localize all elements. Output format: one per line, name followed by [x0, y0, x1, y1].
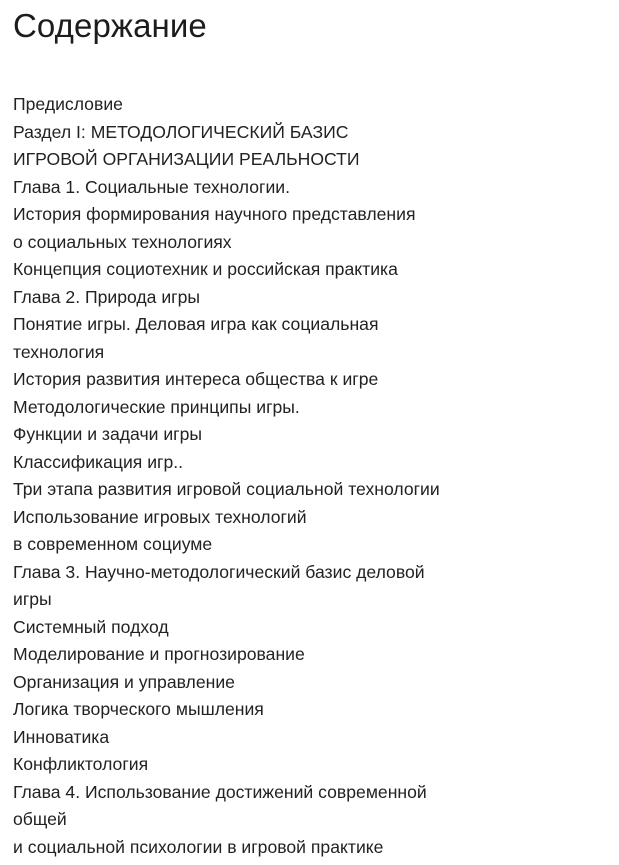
toc-line: Системный подход	[13, 616, 169, 637]
page-title: Содержание	[13, 7, 207, 44]
toc-line: Методологические принципы игры.	[13, 396, 300, 417]
toc-line: Глава 3. Научно-методологический базис деловой	[13, 561, 425, 582]
toc-line: технология	[13, 341, 105, 362]
toc-line: История развития интереса общества к игре	[13, 369, 379, 389]
toc-line: Инноватика	[13, 726, 110, 747]
toc-line: Глава 4. Использование достижений современной	[13, 781, 427, 802]
toc-line: Организация и управление	[13, 671, 235, 692]
toc-line: общей	[13, 809, 67, 829]
toc-line: Раздел I: МЕТОДОЛОГИЧЕСКИЙ БАЗИС	[13, 121, 349, 142]
toc-line: Концепция социотехник и российская практика	[13, 259, 398, 279]
toc-line: Использование игровых технологий	[13, 506, 307, 527]
toc-line: Глава 1. Социальные технологии.	[13, 176, 290, 197]
toc-line: в современном социуме	[13, 534, 213, 554]
toc-line: Конфликтология	[13, 754, 149, 774]
toc-line: Классификация игр..	[13, 451, 184, 472]
table-of-contents	[13, 91, 608, 861]
toc-line: и социальной психологии в игровой практике	[13, 836, 384, 857]
toc-line: Моделирование и прогнозирование	[13, 644, 305, 664]
toc-line: Логика творческого мышления	[13, 699, 264, 719]
toc-line: Три этапа развития игровой социальной технологии	[13, 479, 440, 499]
toc-line: Глава 2. Природа игры	[13, 286, 201, 307]
toc-line: игры	[13, 589, 52, 609]
toc-line: о социальных технологиях	[13, 231, 232, 252]
toc-line: Функции и задачи игры	[13, 424, 202, 444]
toc-line: ИГРОВОЙ ОРГАНИЗАЦИИ РЕАЛЬНОСТИ	[13, 149, 360, 169]
toc-line: История формирования научного представления	[13, 204, 416, 224]
toc-line: Понятие игры. Деловая игра как социальная	[13, 314, 379, 334]
toc-line: Предисловие	[13, 94, 123, 114]
